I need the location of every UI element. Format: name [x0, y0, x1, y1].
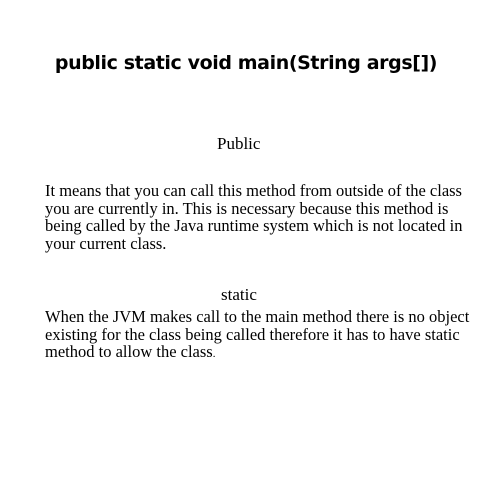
- body-line: existing for the class being called therefore it has to have static: [45, 324, 460, 344]
- slide-title: public static void main(String args[]): [54, 52, 438, 74]
- body-line: When the JVM makes call to the main method there is no object: [45, 307, 470, 326]
- body-line: your current class.: [45, 233, 167, 253]
- section-body-public: [45, 182, 465, 252]
- body-line: [45, 343, 465, 364]
- section-heading-public: Public: [217, 134, 261, 153]
- body-line: It means that you can call this method from outside of the class: [45, 181, 462, 200]
- body-line: you are currently in. This is necessary because this method is: [45, 198, 449, 218]
- body-line: being called by the Java runtime system which is not located in: [45, 216, 463, 235]
- body-line-text: method to allow the class: [45, 342, 213, 361]
- section-heading-static: static: [221, 285, 257, 304]
- section-body-static: [45, 307, 470, 364]
- body-line-period: .: [212, 348, 216, 360]
